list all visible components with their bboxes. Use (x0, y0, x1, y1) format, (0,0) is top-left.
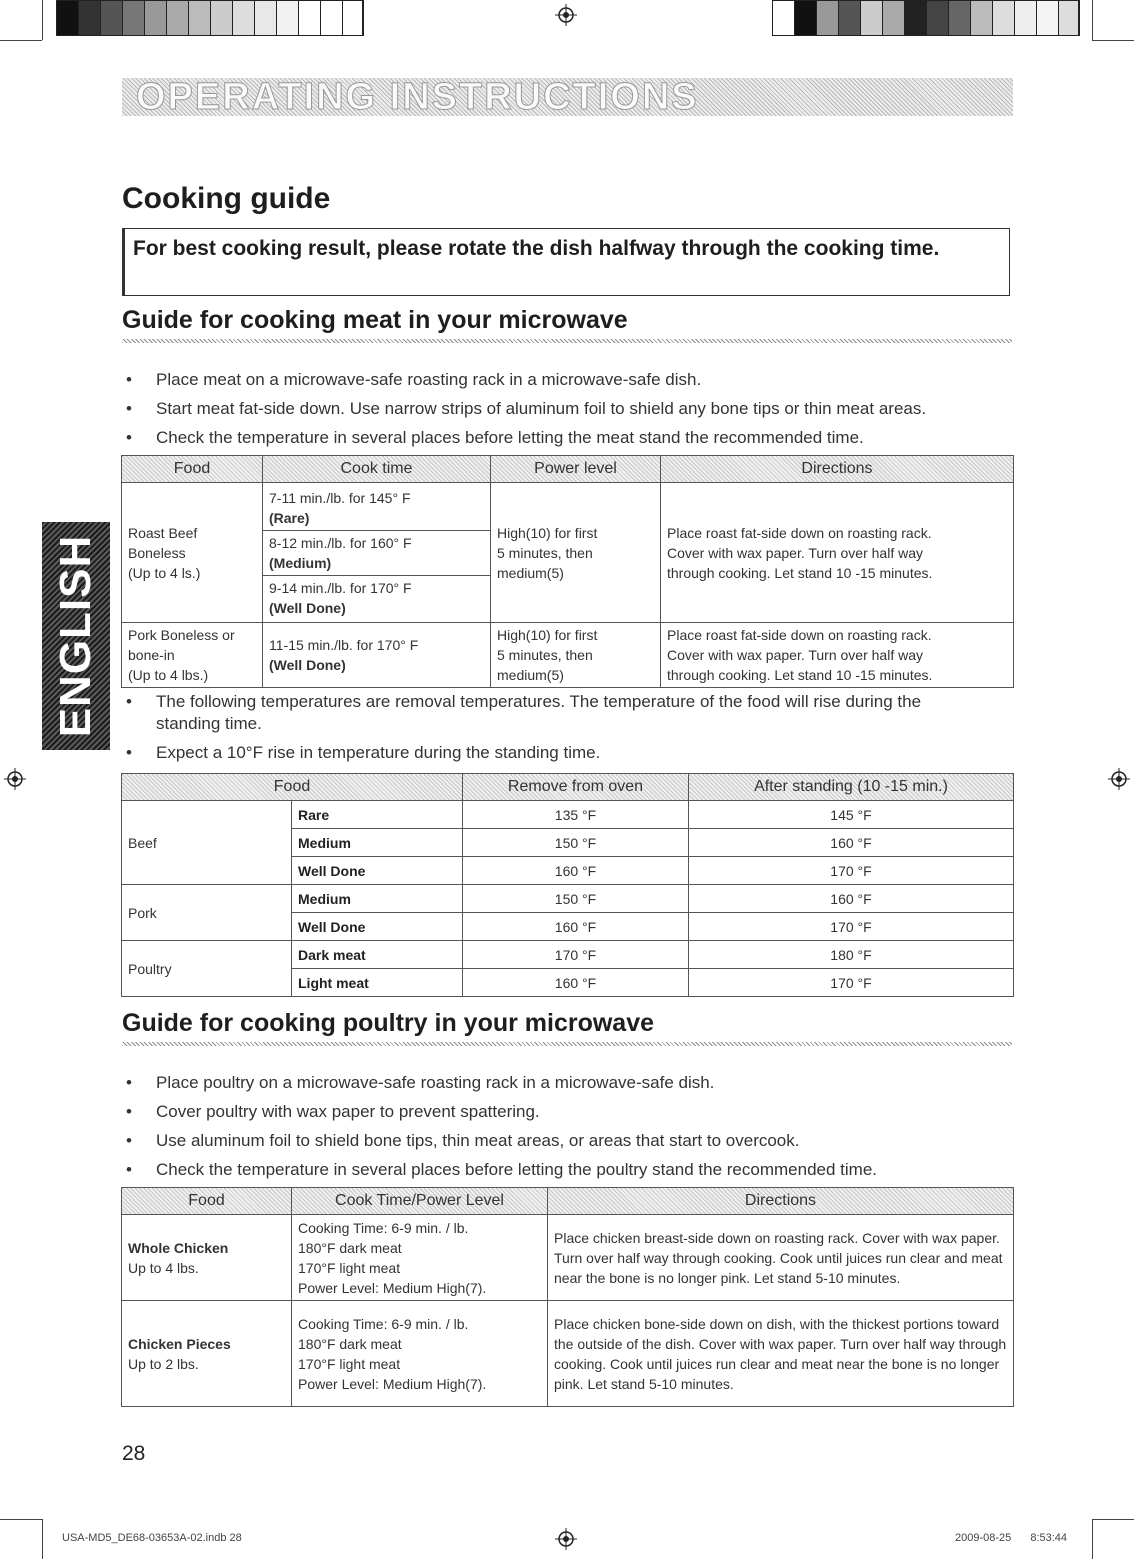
table-cell-cook-time (263, 483, 491, 623)
cook-time: 9-14 min./lb. for 170° F (269, 579, 412, 596)
language-label: ENGLISH (51, 534, 100, 738)
crop-mark (1092, 1519, 1134, 1520)
meat-guide-heading: Guide for cooking meat in your microwave (122, 306, 628, 334)
after-temp: 160 °F (689, 885, 1014, 913)
cook-time: 11-15 min./lb. for 170° F (269, 637, 419, 653)
food-name: Chicken Pieces (128, 1335, 231, 1352)
cook-line: 170°F light meat (298, 1355, 401, 1372)
poultry-bullet-list (122, 1068, 1002, 1184)
food-group: Beef (122, 801, 292, 885)
food-weight: (Up to 4 lbs.) (128, 667, 209, 683)
doneness: Rare (298, 806, 330, 823)
meat-cooking-table (121, 455, 1014, 688)
banner-title: OPERATING INSTRUCTIONS (136, 76, 699, 118)
table-header: Directions (548, 1188, 1014, 1215)
power-line: 5 minutes, then (497, 647, 593, 663)
doneness: Well Done (298, 862, 366, 879)
doneness: Well Done (298, 918, 366, 935)
page-title: Cooking guide (122, 182, 331, 215)
registration-mark-icon (555, 1528, 577, 1550)
table-row (122, 941, 1014, 969)
table-cell-power (491, 483, 661, 623)
list-item: • Cover poultry with wax paper to prevent spattering. (122, 1097, 1002, 1126)
registration-mark-icon (4, 768, 26, 790)
list-item: • Expect a 10°F rise in temperature during the standing time. (122, 742, 972, 764)
power-line: 5 minutes, then (497, 544, 593, 561)
crop-mark (1092, 40, 1134, 41)
table-header: Cook time (263, 456, 491, 483)
cook-line: 170°F light meat (298, 1259, 401, 1276)
remove-temp: 160 °F (463, 969, 689, 997)
cook-time-option (263, 530, 490, 575)
temperature-table (121, 773, 1014, 997)
directions-line: Place roast fat-side down on roasting rack. (667, 524, 932, 541)
poultry-guide-heading: Guide for cooking poultry in your microwave (122, 1009, 655, 1037)
food-weight: Up to 2 lbs. (128, 1355, 199, 1372)
list-item: • The following temperatures are removal temperatures. The temperature of the food will rise during the standing time. (122, 691, 972, 735)
doneness: Light meat (298, 974, 369, 991)
cook-line: Cooking Time: 6-9 min. / lb. (298, 1315, 469, 1332)
doneness-level: (Rare) (269, 509, 310, 526)
table-cell-directions (661, 483, 1014, 623)
crop-mark (42, 0, 43, 40)
food-weight: Up to 4 lbs. (128, 1259, 199, 1276)
doneness: Dark meat (298, 946, 366, 963)
registration-mark-icon (1108, 768, 1130, 790)
cook-line: Cooking Time: 6-9 min. / lb. (298, 1219, 469, 1236)
table-cell-directions: Place chicken breast-side down on roasting rack. Cover with wax paper. Turn over half way through cooking. Cook until juices run clear and meat near the bone is no longer pink. Let stand 5-10 minutes. (548, 1215, 1014, 1301)
food-weight: (Up to 4 ls.) (128, 564, 201, 581)
table-cell-food (122, 1301, 292, 1407)
table-cell-food (122, 483, 263, 623)
food-cut: Boneless (128, 544, 186, 561)
heading-rule (122, 339, 1012, 343)
remove-temp: 150 °F (463, 829, 689, 857)
table-header: Food (122, 774, 463, 801)
remove-temp: 170 °F (463, 941, 689, 969)
remove-temp: 150 °F (463, 885, 689, 913)
list-item: • Check the temperature in several places before letting the poultry stand the recommended time. (122, 1155, 1002, 1184)
table-row (122, 1215, 1014, 1301)
food-group: Pork (122, 885, 292, 941)
table-cell-food (122, 1215, 292, 1301)
cook-time: 8-12 min./lb. for 160° F (269, 534, 412, 551)
food-cut: bone-in (128, 647, 175, 663)
doneness-level: (Medium) (269, 554, 332, 571)
cook-line: Power Level: Medium High(7). (298, 1279, 487, 1296)
heading-rule (122, 1042, 1012, 1046)
cook-time-option (263, 575, 490, 620)
directions-line: Cover with wax paper. Turn over half way (667, 647, 924, 663)
cook-line: 180°F dark meat (298, 1239, 402, 1256)
power-line: medium(5) (497, 564, 564, 581)
remove-temp: 135 °F (463, 801, 689, 829)
section-banner (122, 78, 1013, 116)
table-header: Directions (661, 456, 1014, 483)
table-header: Remove from oven (463, 774, 689, 801)
temperature-bullet-list (122, 691, 972, 771)
crop-mark (1092, 0, 1093, 40)
print-datetime: 2009-08-25 8:53:44 (955, 1532, 1068, 1544)
after-temp: 170 °F (689, 913, 1014, 941)
cook-time-option (269, 486, 484, 530)
after-temp: 170 °F (689, 969, 1014, 997)
doneness: Medium (298, 890, 351, 907)
list-item: • Check the temperature in several places before letting the meat stand the recommended time. (122, 423, 1002, 452)
cook-line: 180°F dark meat (298, 1335, 402, 1352)
table-cell-cook-time (263, 623, 491, 688)
crop-mark (0, 1519, 42, 1520)
table-header: Food (122, 456, 263, 483)
after-temp: 180 °F (689, 941, 1014, 969)
poultry-cooking-table (121, 1187, 1014, 1407)
directions-line: through cooking. Let stand 10 -15 minutes. (667, 564, 933, 581)
food-name: Roast Beef (128, 524, 198, 541)
food-name: Pork Boneless or (128, 627, 235, 643)
list-item: • Use aluminum foil to shield bone tips, thin meat areas, or areas that start to overcook. (122, 1126, 1002, 1155)
crop-mark (1092, 1519, 1093, 1559)
power-line: High(10) for first (497, 524, 598, 541)
food-group: Poultry (122, 941, 292, 997)
crop-mark (42, 1519, 43, 1559)
table-row (122, 885, 1014, 913)
after-temp: 160 °F (689, 829, 1014, 857)
list-item: • Place poultry on a microwave-safe roasting rack in a microwave-safe dish. (122, 1068, 1002, 1097)
crop-mark (0, 40, 42, 41)
cook-line: Power Level: Medium High(7). (298, 1375, 487, 1392)
power-line: medium(5) (497, 667, 564, 683)
food-name: Whole Chicken (128, 1239, 229, 1256)
table-cell-cook (292, 1215, 548, 1301)
printer-color-bar-left (56, 0, 364, 36)
remove-temp: 160 °F (463, 913, 689, 941)
directions-line: through cooking. Let stand 10 -15 minutes. (667, 667, 933, 683)
table-header: Cook Time/Power Level (292, 1188, 548, 1215)
table-cell-power (491, 623, 661, 688)
after-temp: 170 °F (689, 857, 1014, 885)
directions-line: Place roast fat-side down on roasting rack. (667, 627, 932, 643)
list-item: • Place meat on a microwave-safe roasting rack in a microwave-safe dish. (122, 365, 1002, 394)
list-item: • Start meat fat-side down. Use narrow strips of aluminum foil to shield any bone tips or thin meat areas. (122, 394, 1002, 423)
rotate-dish-notice: For best cooking result, please rotate the dish halfway through the cooking time. (122, 228, 1010, 296)
print-file-info: USA-MD5_DE68-03653A-02.indb 28 (62, 1532, 242, 1544)
page-number: 28 (122, 1442, 146, 1465)
printer-color-bar-right (772, 0, 1080, 36)
doneness: Medium (298, 834, 351, 851)
doneness-level: (Well Done) (269, 599, 346, 616)
table-header: Power level (491, 456, 661, 483)
table-header: After standing (10 -15 min.) (689, 774, 1014, 801)
table-cell-directions (661, 623, 1014, 688)
remove-temp: 160 °F (463, 857, 689, 885)
registration-mark-icon (555, 4, 577, 26)
cook-time: 7-11 min./lb. for 145° F (269, 489, 411, 506)
meat-bullet-list (122, 365, 1002, 452)
language-side-tab (42, 522, 110, 750)
table-cell-directions: Place chicken bone-side down on dish, with the thickest portions toward the outside of the dish. Cover with wax paper. Turn over half way through cooking. Cook until juices run clear and meat near the bone is no longer pink. Let stand 5-10 minutes. (548, 1301, 1014, 1407)
table-row (122, 801, 1014, 829)
table-row (122, 1301, 1014, 1407)
table-cell-cook (292, 1301, 548, 1407)
table-header: Food (122, 1188, 292, 1215)
directions-line: Cover with wax paper. Turn over half way (667, 544, 924, 561)
table-cell-food (122, 623, 263, 688)
doneness-level: (Well Done) (269, 657, 346, 673)
after-temp: 145 °F (689, 801, 1014, 829)
power-line: High(10) for first (497, 627, 598, 643)
